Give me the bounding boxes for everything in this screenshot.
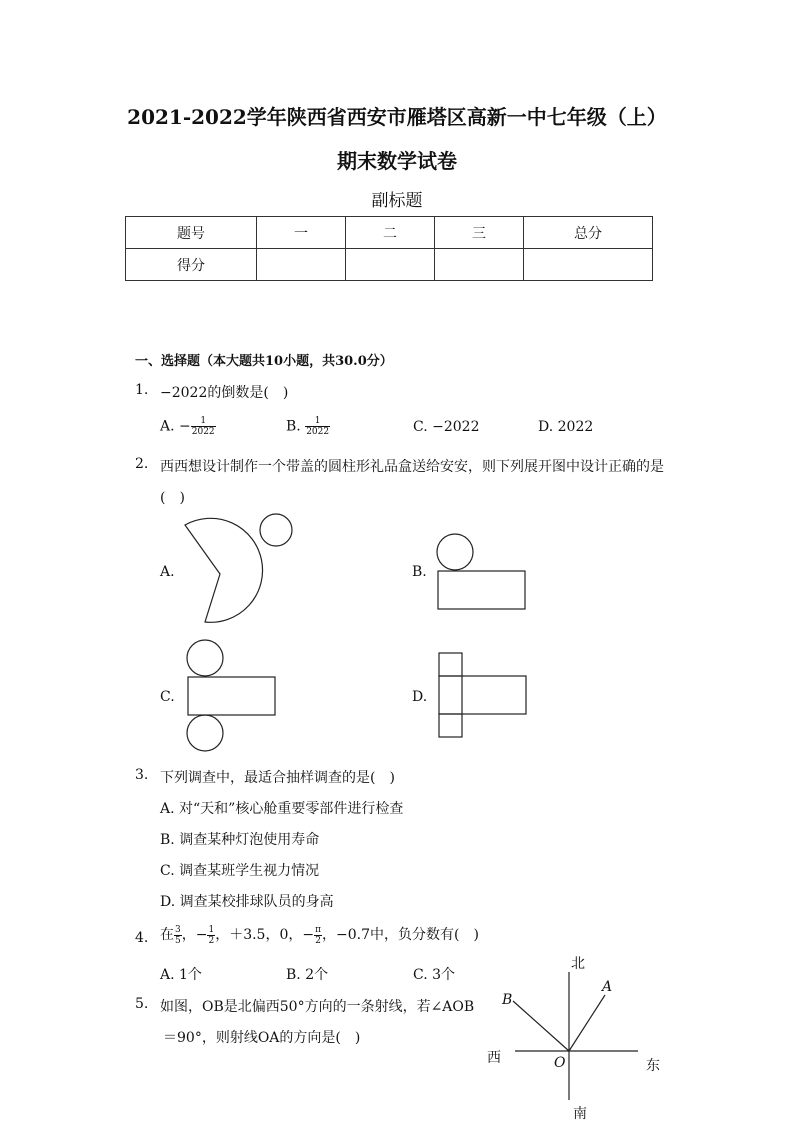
point-a-label: A xyxy=(602,979,613,995)
score-cell[interactable] xyxy=(435,249,524,281)
question-stem-line1: 西西想设计制作一个带盖的圆柱形礼品盒送给安安，则下列展开图中设计正确的是 xyxy=(160,459,664,475)
question-number: 5. xyxy=(135,996,149,1012)
square-shape xyxy=(439,653,462,676)
question-stem-line2: ( ) xyxy=(160,490,185,506)
score-cell[interactable] xyxy=(524,249,653,281)
question-stem: 下列调查中，最适合抽样调查的是( ) xyxy=(160,770,395,786)
fraction-denominator: 2022 xyxy=(306,427,330,437)
section-heading: 一、选择题（本大题共10小题，共30.0分） xyxy=(135,354,393,369)
question-stem-line1: 如图，OB是北偏西50°方向的一条射线，若∠AOB xyxy=(160,999,475,1015)
exam-subtitle: 副标题 xyxy=(371,191,423,211)
option-d[interactable]: D. xyxy=(412,689,428,705)
square-shape xyxy=(439,714,462,737)
option-b[interactable] xyxy=(286,416,330,437)
fraction xyxy=(191,416,216,437)
option-a[interactable]: A. 对“天和”核心舱重要零部件进行检查 xyxy=(160,801,404,817)
net-figure-d xyxy=(430,650,530,742)
score-header-cell: 题号 xyxy=(126,217,257,249)
option-b[interactable]: B. 2个 xyxy=(286,967,329,983)
stem-text: 在 xyxy=(160,927,174,943)
south-label: 南 xyxy=(573,1106,587,1122)
compass-figure xyxy=(480,950,670,1123)
option-label: B. xyxy=(286,418,301,435)
net-figure-b xyxy=(430,532,530,612)
question-number: 3. xyxy=(135,767,149,783)
stem-text: ，−0.7中，负分数有( ) xyxy=(322,927,479,943)
fraction-numerator: 1 xyxy=(208,924,215,935)
fraction-denominator: 5 xyxy=(175,935,181,946)
option-a[interactable]: A. xyxy=(160,564,175,580)
circle-shape xyxy=(187,715,223,751)
score-header-cell: 一 xyxy=(257,217,346,249)
circle-shape xyxy=(187,640,223,676)
north-label: 北 xyxy=(571,956,585,972)
score-table xyxy=(125,216,653,281)
exam-title-line2: 期末数学试卷 xyxy=(337,149,457,173)
west-label: 西 xyxy=(487,1050,501,1066)
option-c[interactable]: C. xyxy=(160,689,175,705)
option-b[interactable]: B. 调查某种灯泡使用寿命 xyxy=(160,832,320,848)
fraction-numerator: 1 xyxy=(305,416,330,427)
score-header-cell: 二 xyxy=(346,217,435,249)
option-b[interactable]: B. xyxy=(412,564,427,580)
option-label: A. xyxy=(160,418,175,435)
fraction xyxy=(305,416,330,437)
point-o-label: O xyxy=(554,1055,566,1071)
exam-title-line1: 2021-2022学年陕西省西安市雁塔区高新一中七年级（上） xyxy=(127,105,667,129)
circle-shape xyxy=(260,514,292,546)
question-number: 2. xyxy=(135,456,149,472)
ray-oa xyxy=(569,995,605,1051)
fraction-numerator: π xyxy=(315,924,322,935)
fraction xyxy=(314,925,322,946)
rectangle-shape xyxy=(438,571,525,609)
option-d[interactable]: D. 调查某校排球队员的身高 xyxy=(160,894,334,910)
fraction-denominator: 2022 xyxy=(191,427,215,437)
rectangle-shape xyxy=(188,677,275,715)
question-number: 1. xyxy=(135,382,149,398)
sector-shape xyxy=(185,518,263,622)
score-header-cell: 三 xyxy=(435,217,524,249)
minus-sign: − xyxy=(179,418,191,435)
fraction-denominator: 2 xyxy=(208,935,215,946)
option-a[interactable]: A. 1个 xyxy=(160,967,202,983)
option-d[interactable]: D. 2022 xyxy=(538,419,594,435)
fraction-numerator: 1 xyxy=(191,416,216,427)
point-b-label: B xyxy=(502,992,513,1008)
question-number: 4. xyxy=(135,930,149,946)
score-cell[interactable] xyxy=(346,249,435,281)
option-c[interactable]: C. 调查某班学生视力情况 xyxy=(160,863,320,879)
stem-text: ，− xyxy=(181,927,208,943)
score-table-header-row xyxy=(126,217,653,249)
net-figure-a xyxy=(180,512,300,627)
circle-shape xyxy=(437,534,473,570)
score-table-score-row xyxy=(126,249,653,281)
east-label: 东 xyxy=(646,1058,660,1074)
score-row-label: 得分 xyxy=(126,249,257,281)
fraction-denominator: 2 xyxy=(315,935,321,946)
option-c[interactable]: C. 3个 xyxy=(413,967,456,983)
question-stem xyxy=(160,924,479,946)
fraction-numerator: 3 xyxy=(175,924,181,935)
question-stem-line2: ＝90°，则射线OA的方向是( ) xyxy=(163,1030,361,1046)
stem-text: ，＋3.5，0，− xyxy=(215,927,315,943)
fraction xyxy=(174,925,182,946)
ray-ob xyxy=(513,1001,569,1051)
score-header-cell: 总分 xyxy=(524,217,653,249)
option-a[interactable] xyxy=(160,416,216,437)
net-figure-c xyxy=(180,638,280,753)
score-cell[interactable] xyxy=(257,249,346,281)
option-c[interactable]: C. −2022 xyxy=(413,419,480,435)
rectangle-shape xyxy=(439,676,526,714)
question-stem: −2022的倒数是( ) xyxy=(160,385,289,401)
